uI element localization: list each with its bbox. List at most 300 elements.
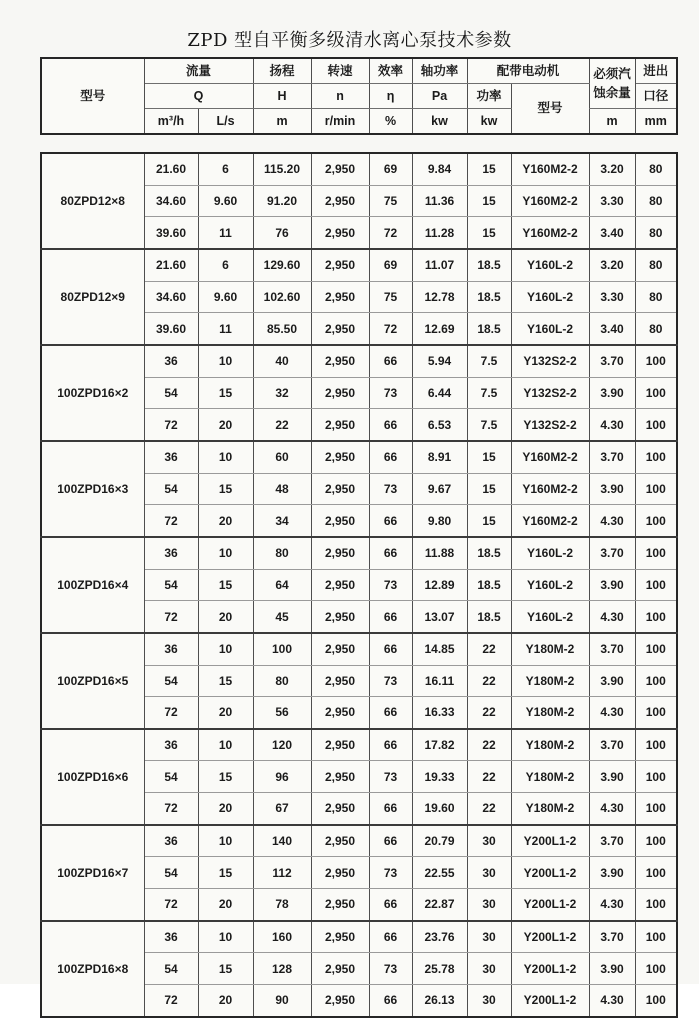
data-cell: 2,950	[311, 473, 369, 505]
data-cell: 3.90	[589, 953, 635, 985]
data-cell: 100	[635, 825, 677, 857]
data-cell: 54	[144, 377, 198, 409]
data-cell: 7.5	[467, 345, 511, 377]
data-cell: 22	[467, 665, 511, 697]
data-cell: 3.70	[589, 729, 635, 761]
data-cell: 18.5	[467, 249, 511, 281]
data-cell: 7.5	[467, 409, 511, 441]
data-cell: 72	[369, 217, 412, 249]
data-cell: 2,950	[311, 377, 369, 409]
unit-motor-power: kw	[467, 109, 511, 135]
data-cell: 19.60	[412, 793, 467, 825]
data-cell: 64	[253, 569, 311, 601]
data-cell: 21.60	[144, 153, 198, 185]
data-cell: 3.70	[589, 825, 635, 857]
data-cell: 66	[369, 537, 412, 569]
data-cell: 15	[467, 217, 511, 249]
data-cell: 11.36	[412, 185, 467, 217]
data-cell: 22	[467, 697, 511, 729]
data-cell: 4.30	[589, 601, 635, 633]
data-cell: Y160M2-2	[511, 473, 589, 505]
pump-model-cell: 100ZPD16×3	[41, 441, 144, 537]
data-cell: 112	[253, 857, 311, 889]
data-cell: Y160L-2	[511, 601, 589, 633]
data-cell: 15	[467, 473, 511, 505]
data-cell: 2,950	[311, 953, 369, 985]
data-cell: 30	[467, 985, 511, 1017]
data-cell: 2,950	[311, 857, 369, 889]
data-cell: 10	[198, 729, 253, 761]
data-cell: 2,950	[311, 281, 369, 313]
header-flow-symbol: Q	[144, 84, 253, 109]
data-cell: 20	[198, 505, 253, 537]
header-shaft-power-symbol: Pa	[412, 84, 467, 109]
data-cell: 10	[198, 825, 253, 857]
data-cell: 115.20	[253, 153, 311, 185]
data-cell: Y160L-2	[511, 281, 589, 313]
data-cell: 2,950	[311, 409, 369, 441]
data-cell: 4.30	[589, 889, 635, 921]
header-shaft-power: 轴功率	[412, 58, 467, 84]
data-cell: 100	[253, 633, 311, 665]
data-cell: 22.55	[412, 857, 467, 889]
data-cell: 10	[198, 921, 253, 953]
table-row	[41, 249, 677, 281]
data-cell: 72	[144, 409, 198, 441]
data-cell: 100	[635, 473, 677, 505]
data-cell: 66	[369, 825, 412, 857]
data-cell: 2,950	[311, 793, 369, 825]
data-cell: 10	[198, 345, 253, 377]
data-cell: 2,950	[311, 345, 369, 377]
data-cell: 39.60	[144, 217, 198, 249]
data-cell: 3.70	[589, 345, 635, 377]
data-cell: 22	[467, 633, 511, 665]
data-cell: 128	[253, 953, 311, 985]
data-cell: 30	[467, 921, 511, 953]
data-cell: 15	[198, 953, 253, 985]
data-cell: 54	[144, 953, 198, 985]
data-cell: 22	[467, 729, 511, 761]
unit-shaft-power: kw	[412, 109, 467, 135]
data-cell: 16.11	[412, 665, 467, 697]
data-cell: 4.30	[589, 697, 635, 729]
table-row	[41, 153, 677, 185]
data-cell: Y160L-2	[511, 313, 589, 345]
data-cell: 22.87	[412, 889, 467, 921]
data-cell: 100	[635, 985, 677, 1017]
header-model: 型号	[41, 58, 144, 134]
data-cell: 20	[198, 889, 253, 921]
data-cell: 2,950	[311, 825, 369, 857]
data-cell: 4.30	[589, 409, 635, 441]
data-cell: 66	[369, 633, 412, 665]
data-cell: 26.13	[412, 985, 467, 1017]
table-row	[41, 537, 677, 569]
data-cell: 3.70	[589, 537, 635, 569]
pump-model-cell: 80ZPD12×8	[41, 153, 144, 249]
data-cell: 4.30	[589, 505, 635, 537]
data-cell: 48	[253, 473, 311, 505]
data-cell: 80	[635, 313, 677, 345]
data-cell: 73	[369, 665, 412, 697]
data-cell: 3.90	[589, 569, 635, 601]
data-cell: 39.60	[144, 313, 198, 345]
data-cell: 20.79	[412, 825, 467, 857]
table-row	[41, 921, 677, 953]
data-cell: Y160M2-2	[511, 153, 589, 185]
data-cell: 96	[253, 761, 311, 793]
data-cell: 2,950	[311, 729, 369, 761]
data-cell: Y180M-2	[511, 633, 589, 665]
data-cell: 2,950	[311, 441, 369, 473]
data-cell: 2,950	[311, 249, 369, 281]
data-cell: 11	[198, 217, 253, 249]
data-cell: 72	[144, 889, 198, 921]
data-cell: 8.91	[412, 441, 467, 473]
data-cell: 10	[198, 633, 253, 665]
header-head: 扬程	[253, 58, 311, 84]
data-cell: 10	[198, 537, 253, 569]
unit-speed: r/min	[311, 109, 369, 135]
data-cell: Y200L1-2	[511, 953, 589, 985]
data-cell: 11	[198, 313, 253, 345]
table-row	[41, 729, 677, 761]
header-flow: 流量	[144, 58, 253, 84]
data-cell: 7.5	[467, 377, 511, 409]
data-cell: 73	[369, 473, 412, 505]
data-cell: Y160M2-2	[511, 185, 589, 217]
data-cell: 2,950	[311, 505, 369, 537]
data-cell: 72	[144, 985, 198, 1017]
data-cell: 40	[253, 345, 311, 377]
data-cell: 12.69	[412, 313, 467, 345]
data-cell: Y160M2-2	[511, 217, 589, 249]
data-cell: 66	[369, 345, 412, 377]
data-cell: Y200L1-2	[511, 921, 589, 953]
data-cell: 22	[467, 761, 511, 793]
data-cell: 2,950	[311, 537, 369, 569]
data-cell: 15	[198, 761, 253, 793]
data-cell: 140	[253, 825, 311, 857]
data-cell: 3.40	[589, 313, 635, 345]
data-cell: 72	[144, 505, 198, 537]
data-cell: 129.60	[253, 249, 311, 281]
data-cell: 23.76	[412, 921, 467, 953]
data-cell: Y160M2-2	[511, 441, 589, 473]
data-cell: 66	[369, 985, 412, 1017]
data-cell: 2,950	[311, 601, 369, 633]
table-row	[41, 633, 677, 665]
data-cell: 3.20	[589, 249, 635, 281]
spec-table-data	[40, 152, 678, 1018]
data-cell: 30	[467, 889, 511, 921]
data-cell: Y180M-2	[511, 761, 589, 793]
header-motor: 配带电动机	[467, 58, 589, 84]
header-efficiency: 效率	[369, 58, 412, 84]
data-cell: 20	[198, 601, 253, 633]
data-cell: 100	[635, 537, 677, 569]
data-cell: Y200L1-2	[511, 857, 589, 889]
header-head-symbol: H	[253, 84, 311, 109]
data-cell: Y160L-2	[511, 537, 589, 569]
data-cell: 30	[467, 857, 511, 889]
data-cell: 13.07	[412, 601, 467, 633]
data-cell: 100	[635, 665, 677, 697]
data-cell: 80	[635, 217, 677, 249]
data-cell: 20	[198, 793, 253, 825]
data-cell: 2,950	[311, 761, 369, 793]
data-cell: 100	[635, 761, 677, 793]
unit-flow-ls: L/s	[198, 109, 253, 135]
data-cell: 100	[635, 505, 677, 537]
data-cell: 34.60	[144, 185, 198, 217]
data-cell: 72	[144, 601, 198, 633]
data-cell: 66	[369, 505, 412, 537]
data-cell: 2,950	[311, 921, 369, 953]
spec-table-header	[40, 57, 678, 135]
data-cell: 45	[253, 601, 311, 633]
header-npsh: 必须汽蚀余量	[589, 58, 635, 109]
data-cell: 36	[144, 729, 198, 761]
data-cell: 102.60	[253, 281, 311, 313]
header-port-line2: 口径	[635, 84, 677, 109]
data-cell: 69	[369, 249, 412, 281]
pump-model-cell: 80ZPD12×9	[41, 249, 144, 345]
data-cell: 12.78	[412, 281, 467, 313]
data-cell: 15	[198, 569, 253, 601]
data-cell: 15	[467, 153, 511, 185]
pump-model-cell: 100ZPD16×8	[41, 921, 144, 1017]
unit-head: m	[253, 109, 311, 135]
data-cell: 73	[369, 761, 412, 793]
table-row	[41, 345, 677, 377]
data-cell: 4.30	[589, 985, 635, 1017]
data-cell: Y132S2-2	[511, 377, 589, 409]
unit-npsh: m	[589, 109, 635, 135]
data-cell: 100	[635, 409, 677, 441]
data-cell: Y180M-2	[511, 697, 589, 729]
data-cell: 73	[369, 953, 412, 985]
data-cell: 30	[467, 953, 511, 985]
data-cell: 36	[144, 825, 198, 857]
unit-flow-m3h: m³/h	[144, 109, 198, 135]
data-cell: 80	[635, 153, 677, 185]
page-title: ZPD 型自平衡多级清水离心泵技术参数	[187, 30, 512, 51]
data-cell: 9.80	[412, 505, 467, 537]
pump-model-cell: 100ZPD16×6	[41, 729, 144, 825]
data-cell: 54	[144, 857, 198, 889]
data-cell: Y160M2-2	[511, 505, 589, 537]
pump-model-cell: 100ZPD16×7	[41, 825, 144, 921]
data-cell: 91.20	[253, 185, 311, 217]
data-cell: 11.88	[412, 537, 467, 569]
data-cell: 73	[369, 569, 412, 601]
data-cell: 6	[198, 153, 253, 185]
table-row	[41, 825, 677, 857]
data-cell: 3.70	[589, 921, 635, 953]
data-cell: 72	[144, 793, 198, 825]
data-cell: 36	[144, 633, 198, 665]
data-cell: 36	[144, 345, 198, 377]
data-cell: 5.94	[412, 345, 467, 377]
data-cell: 3.30	[589, 281, 635, 313]
data-cell: 36	[144, 921, 198, 953]
data-cell: 18.5	[467, 601, 511, 633]
data-cell: 30	[467, 825, 511, 857]
data-cell: 75	[369, 185, 412, 217]
data-cell: 100	[635, 569, 677, 601]
data-cell: 72	[369, 313, 412, 345]
data-cell: Y180M-2	[511, 665, 589, 697]
data-cell: 9.67	[412, 473, 467, 505]
data-cell: Y132S2-2	[511, 409, 589, 441]
header-speed: 转速	[311, 58, 369, 84]
data-cell: 15	[467, 505, 511, 537]
pump-model-cell: 100ZPD16×4	[41, 537, 144, 633]
data-cell: 20	[198, 697, 253, 729]
data-cell: 36	[144, 441, 198, 473]
unit-efficiency: %	[369, 109, 412, 135]
data-cell: 11.07	[412, 249, 467, 281]
data-cell: 34.60	[144, 281, 198, 313]
data-cell: 66	[369, 889, 412, 921]
data-cell: 9.60	[198, 281, 253, 313]
data-cell: 78	[253, 889, 311, 921]
data-cell: 15	[198, 473, 253, 505]
data-cell: 2,950	[311, 569, 369, 601]
data-cell: 66	[369, 601, 412, 633]
data-cell: 56	[253, 697, 311, 729]
data-cell: 120	[253, 729, 311, 761]
data-cell: 9.84	[412, 153, 467, 185]
header-port-line1: 进出	[635, 58, 677, 84]
data-cell: 6	[198, 249, 253, 281]
data-cell: Y180M-2	[511, 793, 589, 825]
pump-table-body	[41, 153, 677, 1017]
data-cell: 100	[635, 889, 677, 921]
data-cell: 2,950	[311, 697, 369, 729]
data-cell: 18.5	[467, 569, 511, 601]
data-cell: 2,950	[311, 633, 369, 665]
data-cell: Y200L1-2	[511, 985, 589, 1017]
data-cell: 34	[253, 505, 311, 537]
data-cell: 20	[198, 409, 253, 441]
data-cell: 18.5	[467, 281, 511, 313]
data-cell: 90	[253, 985, 311, 1017]
data-cell: 80	[635, 185, 677, 217]
data-cell: 100	[635, 793, 677, 825]
data-cell: 100	[635, 441, 677, 473]
data-cell: 20	[198, 985, 253, 1017]
data-cell: 2,950	[311, 889, 369, 921]
data-cell: 85.50	[253, 313, 311, 345]
data-cell: 160	[253, 921, 311, 953]
data-cell: 2,950	[311, 313, 369, 345]
data-cell: 100	[635, 345, 677, 377]
data-cell: 80	[635, 249, 677, 281]
data-cell: 3.70	[589, 633, 635, 665]
data-cell: 100	[635, 633, 677, 665]
data-cell: Y200L1-2	[511, 889, 589, 921]
data-cell: 100	[635, 377, 677, 409]
data-cell: 73	[369, 857, 412, 889]
data-cell: 16.33	[412, 697, 467, 729]
data-cell: 54	[144, 473, 198, 505]
data-cell: 66	[369, 409, 412, 441]
data-cell: 18.5	[467, 537, 511, 569]
data-cell: 80	[253, 537, 311, 569]
data-cell: Y180M-2	[511, 729, 589, 761]
data-cell: 66	[369, 921, 412, 953]
data-cell: 15	[198, 665, 253, 697]
unit-port: mm	[635, 109, 677, 135]
data-cell: 18.5	[467, 313, 511, 345]
pump-model-cell: 100ZPD16×2	[41, 345, 144, 441]
data-cell: 15	[198, 857, 253, 889]
data-cell: 6.44	[412, 377, 467, 409]
data-cell: 3.90	[589, 761, 635, 793]
data-cell: Y160L-2	[511, 249, 589, 281]
data-cell: 3.70	[589, 441, 635, 473]
data-cell: 2,950	[311, 217, 369, 249]
data-cell: 75	[369, 281, 412, 313]
data-cell: 3.20	[589, 153, 635, 185]
data-cell: 100	[635, 601, 677, 633]
data-cell: 3.90	[589, 377, 635, 409]
data-cell: 54	[144, 569, 198, 601]
data-cell: 3.90	[589, 857, 635, 889]
data-cell: 36	[144, 537, 198, 569]
data-cell: 66	[369, 441, 412, 473]
data-cell: 3.90	[589, 473, 635, 505]
data-cell: 22	[253, 409, 311, 441]
data-cell: 22	[467, 793, 511, 825]
data-cell: 100	[635, 953, 677, 985]
data-cell: Y132S2-2	[511, 345, 589, 377]
data-cell: 3.40	[589, 217, 635, 249]
data-cell: 3.90	[589, 665, 635, 697]
data-cell: 100	[635, 697, 677, 729]
data-cell: 14.85	[412, 633, 467, 665]
data-cell: 66	[369, 729, 412, 761]
data-cell: 66	[369, 793, 412, 825]
header-motor-model: 型号	[511, 84, 589, 135]
data-cell: 2,950	[311, 665, 369, 697]
data-cell: 69	[369, 153, 412, 185]
header-efficiency-symbol: η	[369, 84, 412, 109]
data-cell: 6.53	[412, 409, 467, 441]
pump-model-cell: 100ZPD16×5	[41, 633, 144, 729]
header-speed-symbol: n	[311, 84, 369, 109]
data-cell: 80	[253, 665, 311, 697]
data-cell: 100	[635, 857, 677, 889]
header-motor-power: 功率	[467, 84, 511, 109]
data-cell: 9.60	[198, 185, 253, 217]
data-cell: 54	[144, 761, 198, 793]
data-cell: 2,950	[311, 185, 369, 217]
data-cell: 25.78	[412, 953, 467, 985]
data-cell: 15	[467, 185, 511, 217]
data-cell: 15	[467, 441, 511, 473]
data-cell: Y200L1-2	[511, 825, 589, 857]
data-cell: 76	[253, 217, 311, 249]
data-cell: 54	[144, 665, 198, 697]
data-cell: 2,950	[311, 153, 369, 185]
data-cell: 66	[369, 697, 412, 729]
data-cell: 60	[253, 441, 311, 473]
data-cell: 67	[253, 793, 311, 825]
